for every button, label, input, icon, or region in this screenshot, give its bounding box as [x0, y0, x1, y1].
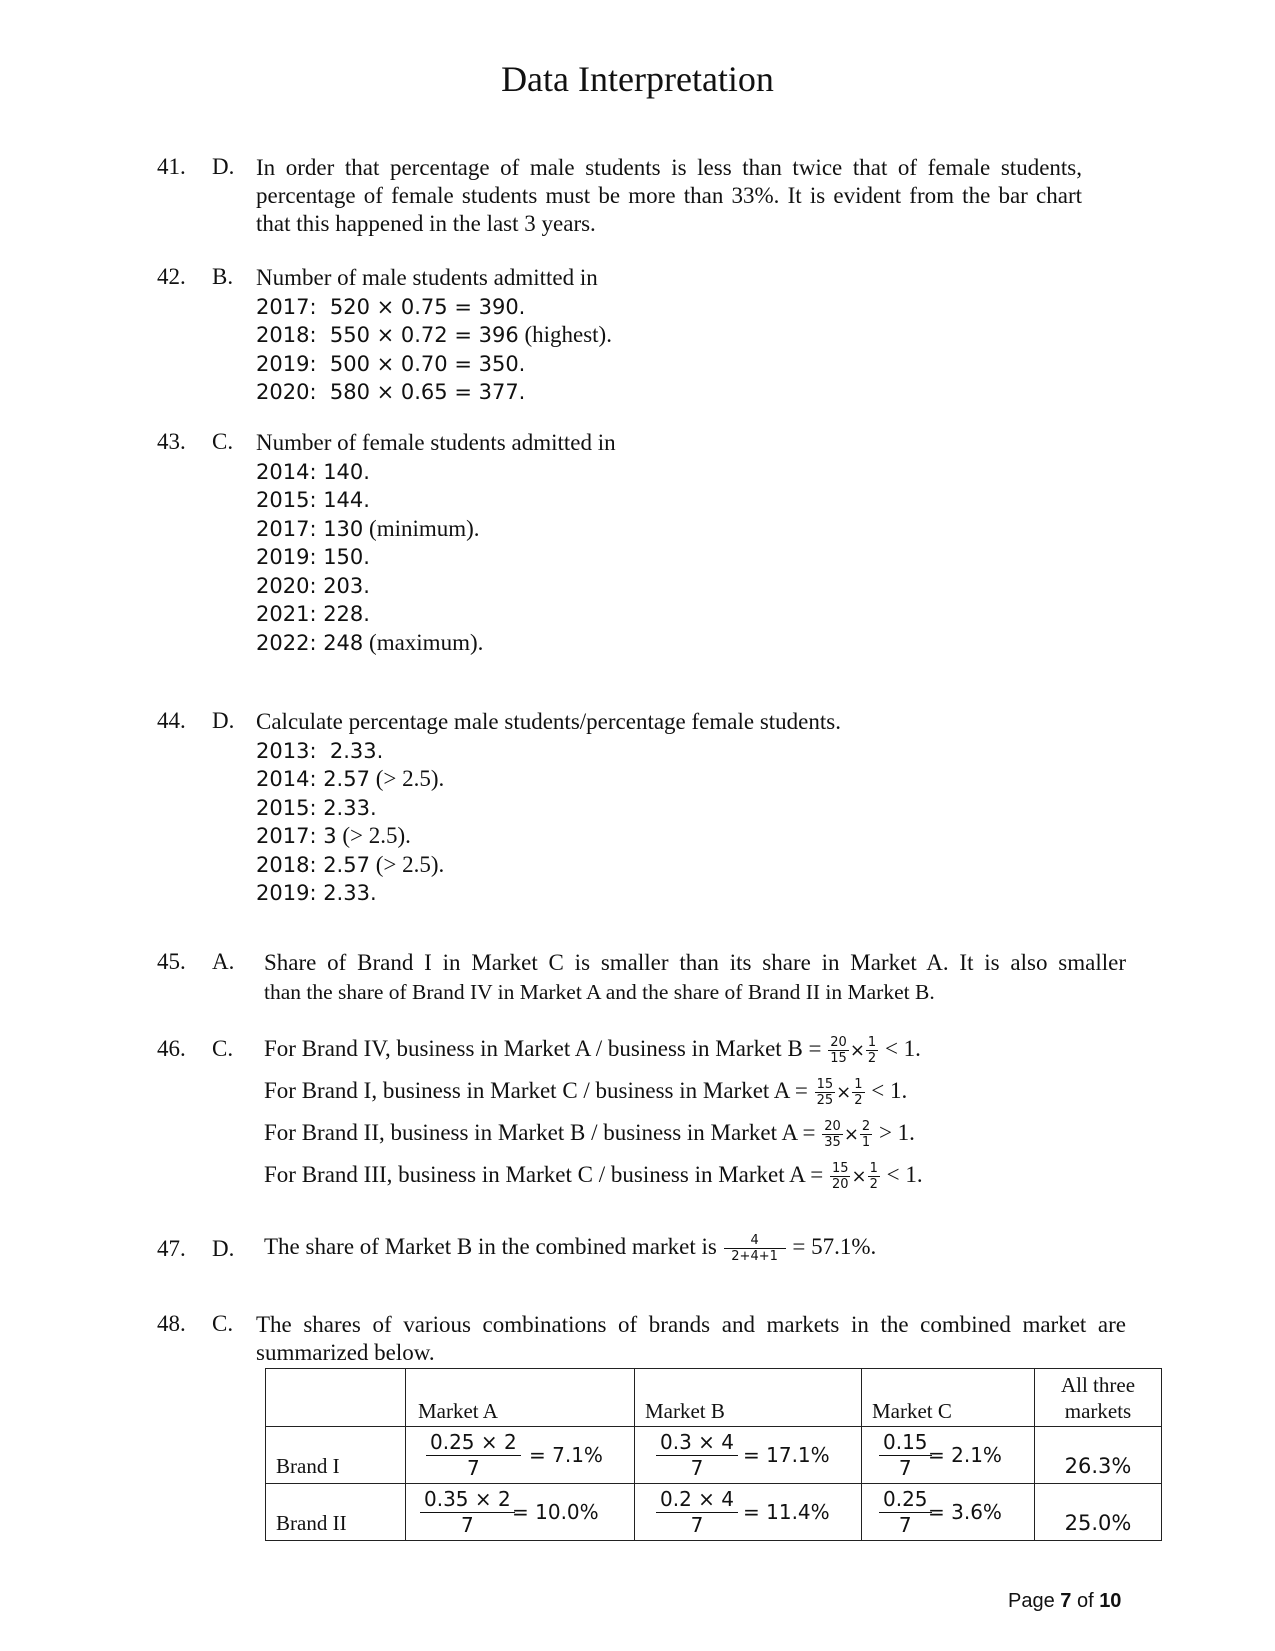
question-number: 44. [157, 708, 186, 733]
table-header-cell: All three markets [1035, 1369, 1162, 1427]
share-line: The share of Market B in the combined market is $\frac{4}{2+4+1}$ = 57.1%. [264, 1233, 877, 1265]
calc-line: 2017: 520 × 0.75 = 390. [256, 294, 526, 319]
calc-line: 2020: 203. [256, 573, 370, 598]
table-row [266, 1427, 1162, 1484]
calc-line: 2015: 2.33. [256, 795, 377, 820]
calc-line: 2017: 3 (> 2.5). [256, 823, 411, 848]
explanation-line: Share of Brand I in Market C is smaller than its share in Market A. It is also smaller [264, 950, 1126, 975]
ratio-line: For Brand II, business in Market B / business in Market A = $\frac{20}{35}$ × $\frac{2}{1}$ > 1. [264, 1119, 915, 1151]
question-number: 48. [157, 1311, 186, 1336]
table-header-row [266, 1369, 1162, 1427]
calc-line: 2021: 228. [256, 602, 370, 626]
fraction: $\frac{20}{15}$ [830, 1035, 847, 1067]
calc-line: 2015: 144. [256, 488, 370, 512]
ratio-line: For Brand I, business in Market C / business in Market A = $\frac{15}{25}$ × $\frac{1}{2}$ < 1. [264, 1077, 908, 1109]
answer-letter: D. [212, 154, 235, 179]
explanation-block [256, 429, 1126, 657]
market-b-cell: $\frac{0.2 \times 4}{7}$ = 11.4% [635, 1484, 862, 1541]
answer-letter: D. [212, 1236, 235, 1261]
calc-line: 2022: 248 (maximum). [256, 629, 484, 655]
calc-line: 2014: 2.57 (> 2.5). [256, 766, 445, 791]
answer-letter: A. [212, 949, 235, 974]
calc-line: 2018: 550 × 0.72 = 396 (highest). [256, 322, 612, 347]
answer-letter: C. [212, 429, 234, 454]
question-number: 43. [157, 429, 186, 454]
table-header-cell [266, 1369, 406, 1427]
calc-line: 2019: 2.33. [256, 881, 377, 905]
ratio-line: For Brand IV, business in Market A / business in Market B = $\frac{20}{15}$ × $\frac{1}{2}$ < 1. [264, 1035, 921, 1067]
explanation-block [264, 949, 1126, 1006]
answer-letter: D. [212, 708, 235, 733]
explanation-intro: Calculate percentage male students/percentage female students. [256, 709, 841, 734]
brand-cell: Brand II [266, 1484, 406, 1541]
table-header-cell: Market A [406, 1369, 635, 1427]
calc-line: 2014: 140. [256, 459, 370, 484]
fraction: $\frac{4}{2+4+1}$ [724, 1233, 786, 1264]
question-number: 47. [157, 1236, 186, 1261]
calc-line: 2020: 580 × 0.65 = 377. [256, 380, 526, 404]
fraction: $\frac{1}{2}$ [854, 1077, 863, 1109]
fraction: $\frac{15}{20}$ [831, 1161, 849, 1193]
fraction: $\frac{1}{2}$ [867, 1035, 877, 1067]
market-a-cell: $\frac{0.35 \times 2}{7}$ = 10.0% [406, 1484, 635, 1541]
question-number: 46. [157, 1036, 186, 1061]
fraction: $\frac{15}{25}$ [816, 1077, 834, 1109]
question-number: 42. [157, 264, 186, 289]
market-c-cell: $\frac{0.15}{7}$ = 2.1% [862, 1427, 1035, 1484]
explanation-block [264, 1028, 1126, 1196]
explanation-text: The shares of various combinations of brands and markets in the combined market are summarized below. [256, 1312, 1126, 1365]
fraction: $\frac{20}{35}$ [824, 1119, 841, 1151]
table-header-cell: Market C [862, 1369, 1035, 1427]
market-c-cell: $\frac{0.25}{7}$ = 3.6% [862, 1484, 1035, 1541]
brand-cell: Brand I [266, 1427, 406, 1484]
explanation-block [256, 708, 1126, 908]
calc-line: 2013: 2.33. [256, 738, 384, 763]
answer-letter: C. [212, 1036, 234, 1061]
explanation-text: In order that percentage of male students is less than twice that of female students, percentage of female students must be more than 33%. It is evident from the bar chart that this happened in the last 3 years. [256, 155, 1082, 236]
market-a-cell: $\frac{0.25 \times 2}{7}$ = 7.1% [406, 1427, 635, 1484]
market-b-cell: $\frac{0.3 \times 4}{7}$ = 17.1% [635, 1427, 862, 1484]
question-number: 45. [157, 949, 186, 974]
calc-line: 2019: 150. [256, 545, 370, 569]
explanation-block [264, 1226, 1126, 1268]
ratio-line: For Brand III, business in Market C / business in Market A = $\frac{15}{20}$ × $\frac{1}{2}$ < 1. [264, 1161, 923, 1193]
calc-line: 2017: 130 (minimum). [256, 515, 480, 541]
calc-line: 2018: 2.57 (> 2.5). [256, 851, 445, 877]
calc-line: 2019: 500 × 0.70 = 350. [256, 351, 526, 376]
explanation-intro: Number of male students admitted in [256, 265, 598, 290]
explanation-block [256, 264, 1126, 407]
total-cell: 26.3% [1035, 1427, 1162, 1484]
fraction: $\frac{1}{2}$ [869, 1161, 878, 1193]
question-number: 41. [157, 154, 186, 179]
explanation-intro: Number of female students admitted in [256, 430, 616, 455]
fraction: $\frac{2}{1}$ [861, 1119, 871, 1151]
answer-letter: C. [212, 1311, 234, 1336]
shares-table [265, 1368, 1162, 1541]
table-header-cell: Market B [635, 1369, 862, 1427]
page-number: Page 7 of 10 [1008, 1590, 1122, 1612]
table-row [266, 1484, 1162, 1541]
answer-letter: B. [212, 264, 234, 289]
total-cell: 25.0% [1035, 1484, 1162, 1541]
explanation-line: than the share of Brand IV in Market A and the share of Brand II in Market B. [264, 979, 935, 1004]
page-title: Data Interpretation [501, 59, 774, 99]
